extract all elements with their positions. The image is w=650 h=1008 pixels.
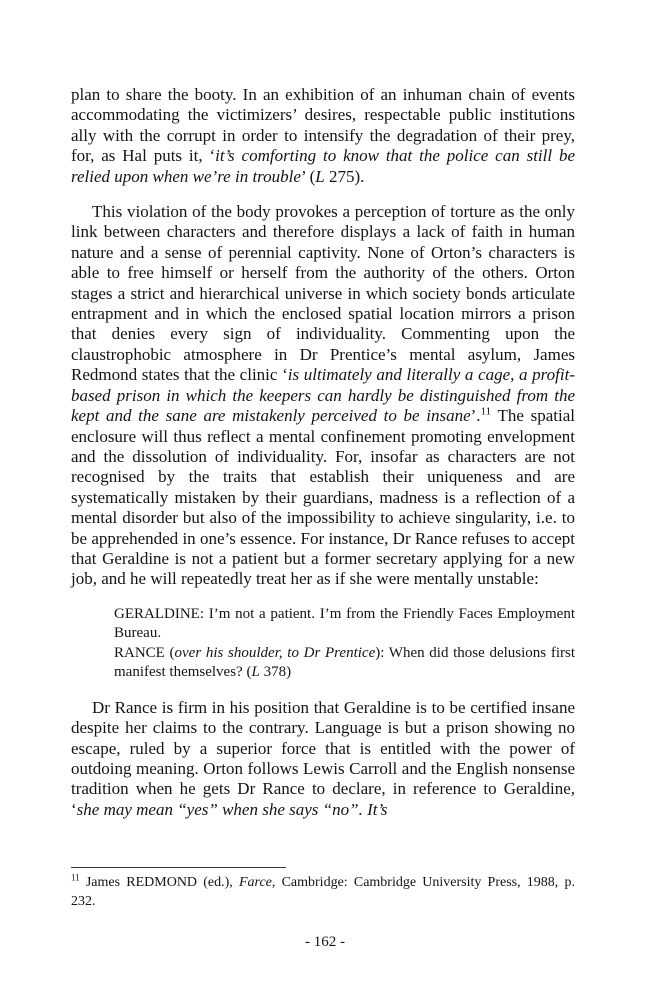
italic-run: is ultimately and literally a cage, a profit-based prison in which the keepers can hardly be distinguished from the kept and the sane are mistakenly perceived to be insane [71,365,575,426]
italic-run: L [315,166,325,186]
italic-run: she may mean “yes” when she says “no”. It’s [76,799,388,819]
italic-run: L [251,664,260,681]
footnote-11: $^{11}$ James REDMOND (ed.), Farce, Cambridge: Cambridge University Press, 1988, p. 232. [71,872,576,909]
italic-run: it’s comforting to know that the police can still be relied upon when we’re in trouble [71,146,575,186]
italic-run: Farce [238,875,272,890]
page-body [71,85,575,820]
block-quote [114,605,575,683]
quote-line-rance: RANCE (over his shoulder, to Dr Prentice): When did those delusions first manifest themselves? (L 378) [114,644,575,681]
footnote-ref: 11 [71,872,80,883]
paragraph-3: Dr Rance is firm in his position that Geraldine is to be certified insane despite her claims to the contrary. Language is but a prison showing no escape, ruled by a superior force that is entitled with the power of outdoing meaning. Orton follows Lewis Carroll and the English nonsense tradition when he gets Dr Rance to declare, in reference to Geraldine, ‘she may mean “yes” when she says “no”. It’s [71,697,575,819]
paragraph-1: plan to share the booty. In an exhibition of an inhuman chain of events accommodating the victimizers’ desires, respectable public institutions ally with the corrupt in order to intensify the degradation of their prey, for, as Hal puts it, ‘it’s comforting to know that the police can still be relied upon when we’re in trouble’ (L 275). [71,85,575,186]
paragraph-2: This violation of the body provokes a perception of torture as the only link between characters and therefore displays a lack of faith in human nature and a sense of perennial captivity. None of Orton’s characters is able to free himself or herself from the authority of the others. Orton stages a strict and hierarchical universe in which society bonds articulate entrapment and in which the enclosed spatial location mirrors a prison that denies every sign of individuality. Commenting upon the claustrophobic atmosphere in Dr Prentice’s mental asylum, James Redmond states that the clinic ‘is ultimately and literally a cage, a profit-based prison in which the keepers can hardly be distinguished from the kept and the sane are mistakenly perceived to be insane’.$^{11}$ The spatial enclosure will thus reflect a mental confinement promoting envelopment and the dissolution of individuality. For, insofar as characters are not recognised by the traits that establish their uniqueness and are systematically mistaken by their guardians, madness is a reflection of a mental disorder but also of the impossibility to achieve singularity, i.e. to be apprehended in one’s essence. For instance, Dr Rance refuses to accept that Geraldine is not a patient but a former secretary applying for a new job, and he will repeatedly treat her as if she were mentally unstable: [71,202,576,589]
quote-line-geraldine: GERALDINE: I’m not a patient. I’m from the Friendly Faces Employment Bureau. [114,605,575,642]
footnote-ref: 11 [480,405,492,418]
page-number: - 162 - [305,934,345,950]
footnote-divider [71,867,286,868]
italic-run: over his shoulder, to Dr Prentice [174,644,376,661]
